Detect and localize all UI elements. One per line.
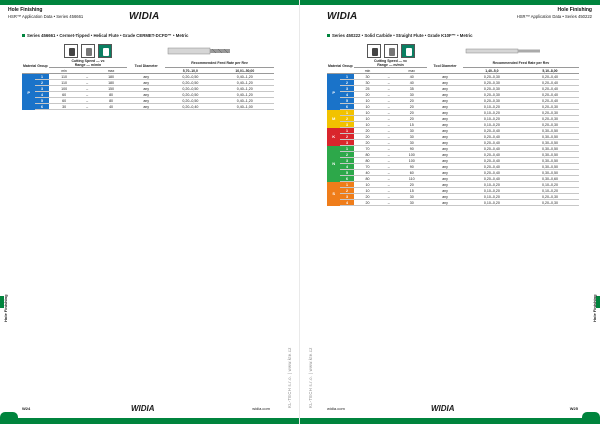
feed-value-1: 0,20–0,40 bbox=[463, 146, 521, 152]
feed-value-2: 0,40–1,20 bbox=[216, 92, 274, 98]
feed-value-1: 0,20–0,40 bbox=[463, 170, 521, 176]
tool-diameter-header: Tool Diameter bbox=[427, 59, 463, 74]
speed-dash: – bbox=[381, 158, 396, 164]
tool-diameter: any bbox=[127, 98, 165, 104]
speed-dash: – bbox=[381, 176, 396, 182]
speed-max: 20 bbox=[396, 182, 427, 188]
material-subgroup: 5 bbox=[35, 98, 48, 104]
material-subgroup: 4 bbox=[340, 164, 353, 170]
material-subgroup: 6 bbox=[340, 104, 353, 110]
material-subgroup: 4 bbox=[35, 92, 48, 98]
widia-logo: WIDIA bbox=[327, 11, 358, 22]
feed-value-2: 0,30–0,50 bbox=[521, 158, 579, 164]
series-title-text: Series 456661 • Cermet-Tipped • Helical Flute • Grade CERMET-DCFD™ • Metric bbox=[27, 33, 189, 38]
side-section-label: Hole Finishing bbox=[592, 294, 597, 322]
feed-value-2: 0,40–1,20 bbox=[216, 86, 274, 92]
feed-value-1: 0,20–0,30 bbox=[463, 74, 521, 80]
tool-diameter: any bbox=[427, 116, 463, 122]
corner-tab bbox=[582, 412, 600, 424]
speed-dash: – bbox=[381, 164, 396, 170]
header-row bbox=[22, 59, 274, 68]
feed-value-1: 0,20–0,40 bbox=[463, 152, 521, 158]
feed-value-2: 0,30–0,50 bbox=[521, 134, 579, 140]
speed-dash: – bbox=[381, 200, 396, 206]
application-data-table bbox=[22, 44, 274, 110]
material-subgroup: 3 bbox=[340, 86, 353, 92]
feed-rate-header: Recommended Feed Rate per Rev bbox=[463, 59, 579, 68]
feed-value-2: 0,30–0,50 bbox=[521, 128, 579, 134]
page-subtitle: HSR™ Application Data • Series 450222 bbox=[516, 14, 592, 19]
side-section-label: Hole Finishing bbox=[3, 294, 8, 322]
material-subgroup: 1 bbox=[340, 182, 353, 188]
feed-value-1: 0,20–0,40 bbox=[463, 176, 521, 182]
speed-dash: – bbox=[381, 104, 396, 110]
tool-diameter: any bbox=[127, 86, 165, 92]
speed-min: 80 bbox=[354, 176, 382, 182]
speed-min: 110 bbox=[49, 74, 80, 80]
grade-icon bbox=[401, 44, 415, 58]
material-subgroup: 5 bbox=[340, 98, 353, 104]
feed-col-1: 5,70–10,0 bbox=[165, 68, 215, 74]
speed-max: 180 bbox=[95, 80, 127, 86]
speed-min: 10 bbox=[354, 116, 382, 122]
footer-widia-logo: WIDIA bbox=[131, 404, 155, 413]
page-subtitle: HSR™ Application Data • Series 456661 bbox=[8, 14, 84, 19]
speed-max: 30 bbox=[396, 128, 427, 134]
footer-url: widia.com bbox=[252, 406, 270, 411]
tool-diameter: any bbox=[127, 104, 165, 110]
speed-dash: – bbox=[381, 170, 396, 176]
material-subgroup: 6 bbox=[35, 104, 48, 110]
material-group-code: N bbox=[327, 146, 340, 182]
speed-min: 25 bbox=[354, 86, 382, 92]
feed-value-2: 0,30–0,50 bbox=[521, 164, 579, 170]
feed-value-2: 0,30–0,50 bbox=[521, 140, 579, 146]
speed-max: 35 bbox=[396, 86, 427, 92]
speed-min: 20 bbox=[354, 194, 382, 200]
speed-dash: – bbox=[381, 80, 396, 86]
tool-diameter: any bbox=[427, 188, 463, 194]
feed-value-1: 0,20–0,30 bbox=[463, 92, 521, 98]
material-subgroup: 1 bbox=[340, 110, 353, 116]
speed-dash: – bbox=[381, 182, 396, 188]
feed-value-2: 0,20–0,40 bbox=[521, 74, 579, 80]
speed-max: 40 bbox=[396, 80, 427, 86]
header-row bbox=[327, 59, 579, 68]
series-title-text: Series 450222 • Solid Carbide • Straight Flute • Grade K10F™ • Metric bbox=[332, 33, 473, 38]
feed-value-1: 0,10–0,20 bbox=[463, 200, 521, 206]
speed-min: 10 bbox=[354, 182, 382, 188]
feed-value-2: 0,20–0,30 bbox=[521, 194, 579, 200]
speed-max: 100 bbox=[396, 158, 427, 164]
speed-min: 20 bbox=[354, 200, 382, 206]
material-subgroup: 2 bbox=[340, 116, 353, 122]
speed-dash: – bbox=[381, 128, 396, 134]
right-page bbox=[300, 0, 600, 424]
material-group-code: P bbox=[327, 74, 340, 110]
corner-tab bbox=[0, 412, 18, 424]
material-group-header: Material Group bbox=[22, 59, 49, 74]
solid-carbide-icon bbox=[367, 44, 381, 58]
tool-diameter: any bbox=[427, 86, 463, 92]
feed-value-2: 0,20–0,30 bbox=[521, 104, 579, 110]
speed-dash: – bbox=[381, 98, 396, 104]
feed-value-2: 0,20–0,40 bbox=[521, 86, 579, 92]
speed-min: 20 bbox=[354, 140, 382, 146]
speed-min: 10 bbox=[354, 188, 382, 194]
feed-value-2: 0,30–0,50 bbox=[521, 152, 579, 158]
tool-diameter: any bbox=[427, 92, 463, 98]
helical-flute-icon bbox=[81, 44, 95, 58]
speed-dash: – bbox=[79, 104, 94, 110]
speed-min: 10 bbox=[354, 104, 382, 110]
material-subgroup: 3 bbox=[340, 122, 353, 128]
feed-value-2: 0,40–1,20 bbox=[216, 74, 274, 80]
series-title bbox=[327, 33, 472, 38]
speed-dash: – bbox=[79, 74, 94, 80]
feed-value-1: 0,20–0,40 bbox=[463, 158, 521, 164]
material-subgroup: 1 bbox=[340, 128, 353, 134]
tool-diameter: any bbox=[427, 98, 463, 104]
feed-value-1: 0,10–0,20 bbox=[463, 182, 521, 188]
speed-dash: – bbox=[381, 92, 396, 98]
feed-value-1: 0,20–0,50 bbox=[165, 98, 215, 104]
speed-max: 40 bbox=[95, 104, 127, 110]
bullet-square-icon bbox=[327, 34, 330, 37]
speed-min: 40 bbox=[354, 170, 382, 176]
tool-diameter: any bbox=[127, 92, 165, 98]
speed-max: 20 bbox=[396, 98, 427, 104]
feed-value-1: 0,20–0,40 bbox=[463, 128, 521, 134]
material-subgroup: 2 bbox=[340, 152, 353, 158]
speed-max: 180 bbox=[95, 74, 127, 80]
speed-dash: – bbox=[381, 86, 396, 92]
tool-diameter: any bbox=[427, 182, 463, 188]
watermark-text: KL-TECH s.r.o. | www.kte.cz bbox=[308, 347, 313, 408]
bottom-green-bar bbox=[300, 418, 600, 424]
reamer-tool-image bbox=[464, 44, 544, 58]
feed-value-1: 0,10–0,20 bbox=[463, 104, 521, 110]
speed-max: 90 bbox=[396, 146, 427, 152]
speed-max: 30 bbox=[396, 200, 427, 206]
speed-min: 10 bbox=[354, 98, 382, 104]
feed-col-2: 5,10–8,00 bbox=[521, 68, 579, 74]
feed-value-1: 0,20–0,40 bbox=[463, 140, 521, 146]
tool-diameter: any bbox=[427, 122, 463, 128]
speed-dash: – bbox=[381, 140, 396, 146]
speed-max: 30 bbox=[396, 194, 427, 200]
material-subgroup: 2 bbox=[340, 188, 353, 194]
feed-value-2: 0,40–1,20 bbox=[216, 98, 274, 104]
cutting-speed-header bbox=[354, 59, 428, 68]
feed-value-2: 0,20–0,40 bbox=[521, 80, 579, 86]
speed-dash: – bbox=[79, 98, 94, 104]
feed-value-2: 0,20–0,30 bbox=[521, 122, 579, 128]
speed-max: 15 bbox=[396, 188, 427, 194]
feed-value-1: 0,20–0,40 bbox=[463, 164, 521, 170]
feed-value-2: 0,10–0,20 bbox=[521, 188, 579, 194]
tool-diameter: any bbox=[427, 110, 463, 116]
max-label: max bbox=[396, 68, 427, 74]
speed-dash: – bbox=[381, 194, 396, 200]
tool-diameter: any bbox=[127, 74, 165, 80]
speed-max: 60 bbox=[396, 170, 427, 176]
material-subgroup: 2 bbox=[340, 134, 353, 140]
speed-dash: – bbox=[79, 80, 94, 86]
feed-value-1: 0,10–0,20 bbox=[463, 122, 521, 128]
speed-max: 15 bbox=[396, 122, 427, 128]
material-subgroup: 2 bbox=[35, 80, 48, 86]
tool-diameter: any bbox=[127, 80, 165, 86]
speed-dash: – bbox=[381, 188, 396, 194]
speed-max: 80 bbox=[95, 92, 127, 98]
material-subgroup: 4 bbox=[340, 92, 353, 98]
application-data-table bbox=[327, 44, 579, 206]
series-title bbox=[22, 33, 188, 38]
tool-diameter: any bbox=[427, 170, 463, 176]
material-subgroup: 3 bbox=[35, 86, 48, 92]
speed-max: 30 bbox=[396, 134, 427, 140]
feed-value-1: 0,20–0,30 bbox=[463, 98, 521, 104]
speed-min: 60 bbox=[49, 98, 80, 104]
bottom-green-bar bbox=[0, 418, 300, 424]
feed-value-2: 0,20–0,30 bbox=[521, 200, 579, 206]
material-subgroup: 5 bbox=[340, 170, 353, 176]
cutting-speed-label: Cutting Speed — vc bbox=[373, 59, 408, 63]
speed-max: 150 bbox=[95, 86, 127, 92]
speed-max: 80 bbox=[95, 98, 127, 104]
feed-value-1: 0,20–0,30 bbox=[463, 86, 521, 92]
cutting-speed-header bbox=[49, 59, 128, 68]
feed-value-2: 0,20–0,40 bbox=[521, 98, 579, 104]
speed-min: 30 bbox=[354, 74, 382, 80]
min-label: min bbox=[354, 68, 382, 74]
tool-images-row bbox=[327, 44, 579, 59]
speed-min: 100 bbox=[49, 86, 80, 92]
feed-value-1: 0,10–0,20 bbox=[463, 194, 521, 200]
material-subgroup: 6 bbox=[340, 176, 353, 182]
max-label: max bbox=[95, 68, 127, 74]
table-row bbox=[22, 104, 274, 110]
feed-value-2: 0,10–0,20 bbox=[521, 182, 579, 188]
material-group-code: P bbox=[22, 74, 35, 110]
feed-value-2: 0,20–0,30 bbox=[521, 110, 579, 116]
tool-diameter: any bbox=[427, 200, 463, 206]
cermet-material-icon bbox=[64, 44, 78, 58]
speed-min: 10 bbox=[354, 110, 382, 116]
feed-value-1: 0,20–0,50 bbox=[165, 86, 215, 92]
tool-diameter: any bbox=[427, 128, 463, 134]
tool-diameter: any bbox=[427, 134, 463, 140]
range-label: Range — m/min bbox=[377, 63, 404, 68]
tool-diameter: any bbox=[427, 146, 463, 152]
top-green-bar bbox=[300, 0, 600, 5]
tool-diameter: any bbox=[427, 158, 463, 164]
material-group-code: M bbox=[327, 110, 340, 128]
range-label: Range — m/min bbox=[74, 63, 102, 68]
material-subgroup: 1 bbox=[35, 74, 48, 80]
speed-dash: – bbox=[79, 92, 94, 98]
footer-widia-logo: WIDIA bbox=[431, 404, 455, 413]
page-title: Hole Finishing bbox=[557, 7, 592, 13]
reamer-tool-image bbox=[166, 44, 236, 58]
feed-value-2: 0,40–1,00 bbox=[216, 104, 274, 110]
feed-value-2: 0,40–1,20 bbox=[216, 80, 274, 86]
tool-diameter: any bbox=[427, 80, 463, 86]
feed-value-2: 0,20–0,40 bbox=[521, 92, 579, 98]
tool-diameter: any bbox=[427, 164, 463, 170]
speed-min: 80 bbox=[354, 152, 382, 158]
material-group-code: S bbox=[327, 182, 340, 206]
material-subgroup: 2 bbox=[340, 80, 353, 86]
speed-min: 70 bbox=[354, 146, 382, 152]
feed-value-1: 0,20–0,30 bbox=[463, 80, 521, 86]
speed-dash: – bbox=[381, 122, 396, 128]
page-number: W25 bbox=[569, 406, 578, 411]
feed-value-2: 0,20–0,30 bbox=[521, 116, 579, 122]
footer-url: widia.com bbox=[327, 406, 345, 411]
widia-logo: WIDIA bbox=[129, 11, 160, 22]
speed-max: 100 bbox=[396, 152, 427, 158]
straight-flute-icon bbox=[384, 44, 398, 58]
material-subgroup: 1 bbox=[340, 146, 353, 152]
feed-rate-header: Recommended Feed Rate per Rev bbox=[165, 59, 274, 68]
tool-images-row bbox=[22, 44, 274, 59]
speed-max: 30 bbox=[396, 92, 427, 98]
speed-max: 110 bbox=[396, 176, 427, 182]
speed-min: 70 bbox=[354, 164, 382, 170]
material-subgroup: 3 bbox=[340, 158, 353, 164]
speed-min: 30 bbox=[49, 104, 80, 110]
speed-max: 20 bbox=[396, 110, 427, 116]
speed-dash: – bbox=[79, 86, 94, 92]
feed-value-1: 0,10–0,20 bbox=[463, 116, 521, 122]
speed-min: 30 bbox=[354, 80, 382, 86]
speed-dash: – bbox=[381, 134, 396, 140]
material-group-header: Material Group bbox=[327, 59, 354, 74]
tool-diameter: any bbox=[427, 104, 463, 110]
speed-dash: – bbox=[381, 110, 396, 116]
tool-diameter: any bbox=[427, 74, 463, 80]
speed-max: 20 bbox=[396, 104, 427, 110]
material-subgroup: 3 bbox=[340, 140, 353, 146]
speed-dash: – bbox=[381, 146, 396, 152]
speed-max: 30 bbox=[396, 140, 427, 146]
speed-min: 20 bbox=[354, 92, 382, 98]
material-group-code: K bbox=[327, 128, 340, 146]
tool-diameter: any bbox=[427, 176, 463, 182]
top-green-bar bbox=[0, 0, 300, 5]
feed-value-2: 0,30–0,50 bbox=[521, 146, 579, 152]
feed-value-1: 0,20–0,40 bbox=[165, 104, 215, 110]
min-label: min bbox=[49, 68, 80, 74]
feed-value-1: 0,20–0,50 bbox=[165, 80, 215, 86]
page-title: Hole Finishing bbox=[8, 7, 43, 13]
feed-value-1: 0,20–0,50 bbox=[165, 92, 215, 98]
speed-dash: – bbox=[381, 152, 396, 158]
table-row bbox=[327, 200, 579, 206]
feed-col-1: 1,40–5,0 bbox=[463, 68, 521, 74]
cutting-speed-label: Cutting Speed — vc bbox=[71, 59, 105, 63]
speed-dash: – bbox=[381, 116, 396, 122]
feed-value-1: 0,20–0,50 bbox=[165, 74, 215, 80]
speed-dash: – bbox=[381, 74, 396, 80]
page-number: W24 bbox=[22, 406, 31, 411]
speed-max: 40 bbox=[396, 74, 427, 80]
material-subgroup: 3 bbox=[340, 194, 353, 200]
feed-value-1: 0,10–0,20 bbox=[463, 110, 521, 116]
tool-diameter: any bbox=[427, 194, 463, 200]
watermark-text: KL-TECH s.r.o. | www.kte.cz bbox=[287, 347, 292, 408]
speed-min: 20 bbox=[354, 134, 382, 140]
grade-icon bbox=[98, 44, 112, 58]
tool-diameter: any bbox=[427, 140, 463, 146]
feed-value-1: 0,20–0,40 bbox=[463, 134, 521, 140]
speed-max: 90 bbox=[396, 164, 427, 170]
bullet-square-icon bbox=[22, 34, 25, 37]
speed-min: 110 bbox=[49, 80, 80, 86]
feed-value-2: 0,30–0,60 bbox=[521, 176, 579, 182]
material-subgroup: 4 bbox=[340, 200, 353, 206]
speed-min: 20 bbox=[354, 128, 382, 134]
feed-col-2: 10,01–50,00 bbox=[216, 68, 274, 74]
feed-value-1: 0,10–0,20 bbox=[463, 188, 521, 194]
material-subgroup: 1 bbox=[340, 74, 353, 80]
speed-min: 80 bbox=[354, 158, 382, 164]
tool-diameter-header: Tool Diameter bbox=[127, 59, 165, 74]
speed-min: 60 bbox=[49, 92, 80, 98]
speed-max: 20 bbox=[396, 116, 427, 122]
speed-min: 10 bbox=[354, 122, 382, 128]
feed-value-2: 0,30–0,50 bbox=[521, 170, 579, 176]
tool-diameter: any bbox=[427, 152, 463, 158]
